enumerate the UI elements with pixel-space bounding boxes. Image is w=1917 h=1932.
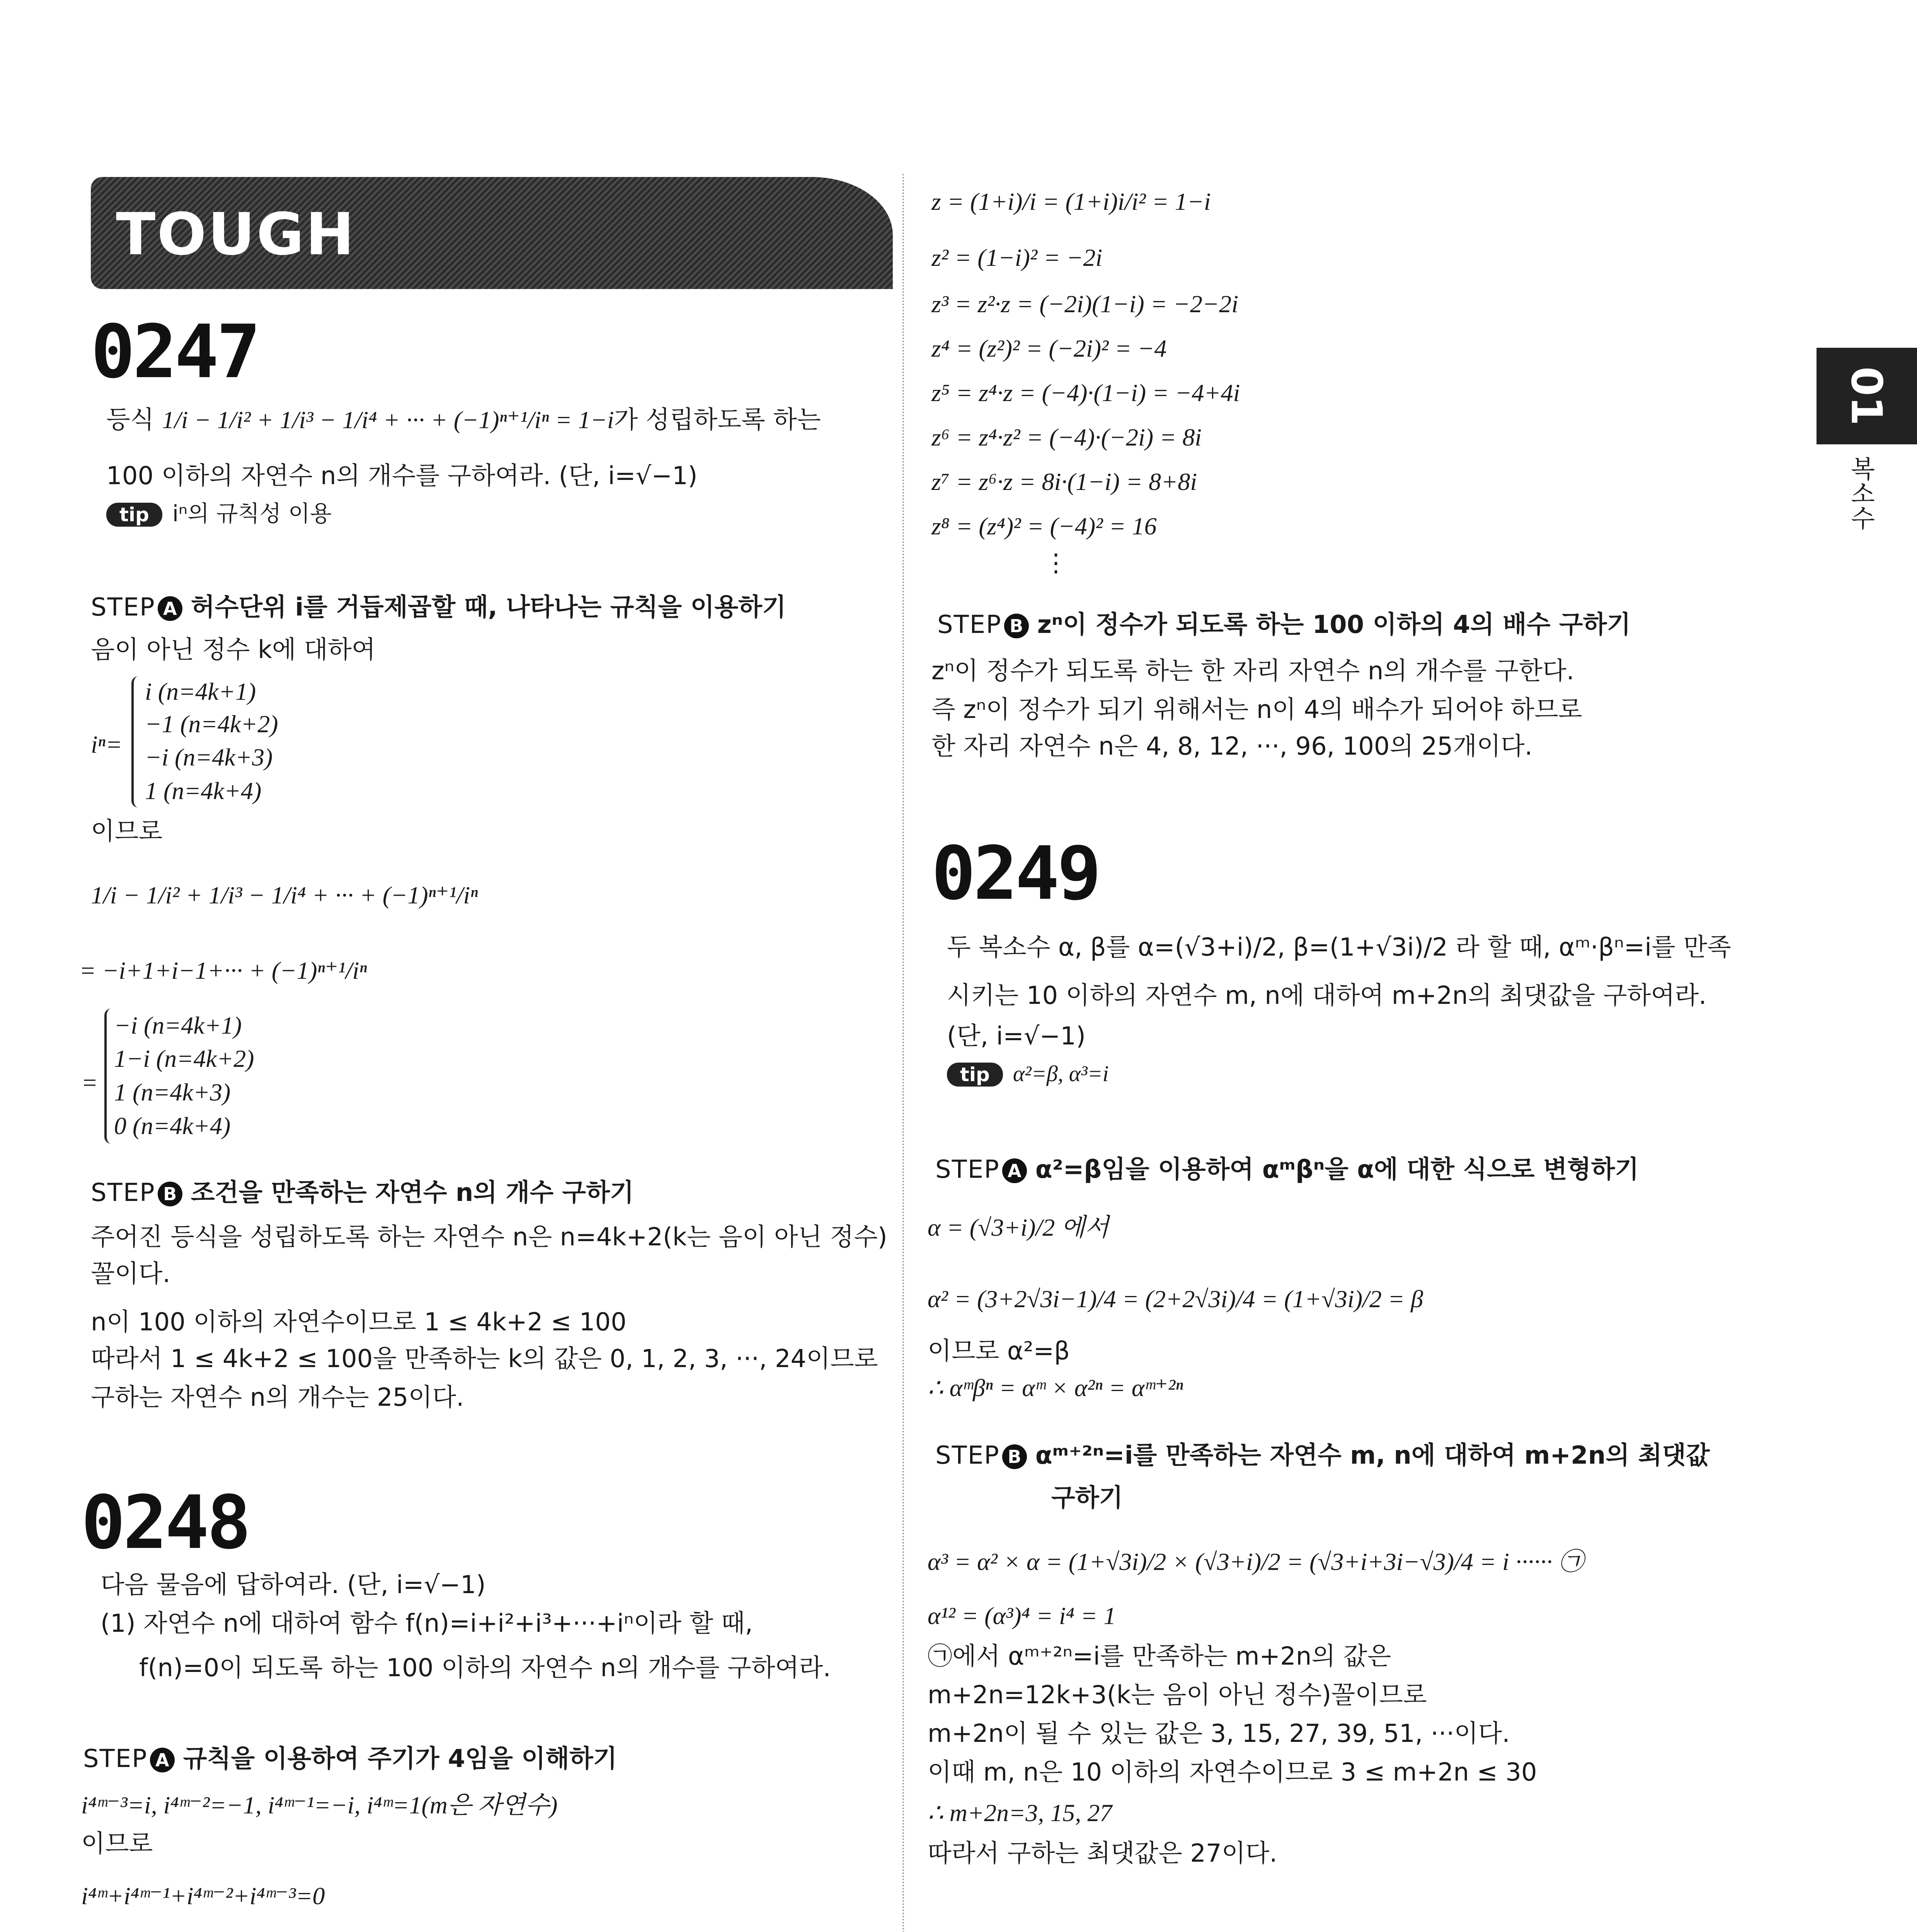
text-line: 즉 zⁿ이 정수가 되기 위해서는 n이 4의 배수가 되어야 하므로 (931, 696, 1582, 724)
step-label: STEP (91, 593, 155, 622)
column-divider (902, 174, 904, 1932)
step-title: 조건을 만족하는 자연수 n의 개수 구하기 (191, 1179, 634, 1207)
step-letter-icon: B (1004, 614, 1029, 638)
case-row: i (n=4k+1) (145, 678, 256, 705)
step-title: α²=β임을 이용하여 αᵐβⁿ을 α에 대한 식으로 변형하기 (1035, 1155, 1639, 1184)
text-line: 따라서 1 ≤ 4k+2 ≤ 100을 만족하는 k의 값은 0, 1, 2, 3, ···, 24이므로 (91, 1345, 878, 1373)
text-line: m+2n=12k+3(k는 음이 아닌 정수)꼴이므로 (928, 1681, 1427, 1709)
problem-0249-statement: 두 복소수 α, β를 α=(√3+i)/2, β=(1+√3i)/2 라 할 때, αᵐ·βⁿ=i를 만족 (947, 933, 1731, 962)
text-line: 이므로 α²=β (928, 1337, 1070, 1366)
step-title: 허수단위 i를 거듭제곱할 때, 나타나는 규칙을 이용하기 (191, 593, 786, 622)
problem-0248-part1: f(n)=0이 되도록 하는 100 이하의 자연수 n의 개수를 구하여라. (139, 1654, 831, 1682)
z-power-line: z⁴ = (z²)² = (−2i)² = −4 (931, 335, 1167, 362)
text-line: 구하는 자연수 n의 개수는 25이다. (91, 1383, 464, 1412)
text-line: ㉠에서 αᵐ⁺²ⁿ=i를 만족하는 m+2n의 값은 (928, 1642, 1391, 1671)
sum-line: = −i+1+i−1+··· + (−1)ⁿ⁺¹/iⁿ (79, 957, 367, 984)
case-row: −i (n=4k+1) (114, 1012, 242, 1039)
text-line: i⁴ᵐ⁻³=i, i⁴ᵐ⁻²=−1, i⁴ᵐ⁻¹=−i, i⁴ᵐ=1(m은 자연수) (81, 1791, 558, 1819)
problem-0247-statement (106, 408, 821, 432)
step-a-0249 (935, 1150, 1639, 1185)
z-power-line: z⁷ = z⁶·z = 8i·(1−i) = 8+8i (931, 468, 1197, 495)
tip-badge: tip (947, 1063, 1003, 1087)
step-letter-icon: B (158, 1182, 182, 1206)
text-line: α = (√3+i)/2 에서 (928, 1214, 1109, 1241)
vertical-ellipsis: ⋮ (1044, 549, 1068, 577)
brace (131, 676, 141, 808)
step-title: 규칙을 이용하여 주기가 4임을 이해하기 (183, 1745, 617, 1773)
step-a-0248 (83, 1739, 617, 1774)
banner-label: TOUGH (116, 201, 356, 268)
sum-line: 1/i − 1/i² + 1/i³ − 1/i⁴ + ··· + (−1)ⁿ⁺¹/iⁿ (91, 881, 478, 909)
step-label: STEP (83, 1745, 148, 1773)
text-line: 따라서 구하는 최댓값은 27이다. (928, 1839, 1277, 1868)
z-power-line: z⁶ = z⁴·z² = (−4)·(−2i) = 8i (931, 423, 1202, 451)
step-title: zⁿ이 정수가 되도록 하는 100 이하의 4의 배수 구하기 (1037, 611, 1631, 639)
problem-0247-statement-line2: 100 이하의 자연수 n의 개수를 구하여라. (단, i=√−1) (106, 462, 698, 490)
tip-text: iⁿ의 규칙성 이용 (172, 500, 332, 527)
step-label: STEP (935, 1155, 1000, 1184)
problem-0249-statement: (단, i=√−1) (947, 1022, 1086, 1051)
step-b-0249 (935, 1435, 1710, 1471)
text-line: i⁴ᵐ+i⁴ᵐ⁻¹+i⁴ᵐ⁻²+i⁴ᵐ⁻³=0 (81, 1882, 325, 1910)
tip-text: α²=β, α³=i (1013, 1061, 1109, 1086)
z-power-line: z⁸ = (z⁴)² = (−4)² = 16 (931, 512, 1157, 540)
case-row: −i (n=4k+3) (145, 743, 273, 771)
case-row: 1 (n=4k+4) (145, 777, 262, 804)
z-power-line: z³ = z²·z = (−2i)(1−i) = −2−2i (931, 290, 1238, 318)
problem-0249-statement: 시키는 10 이하의 자연수 m, n에 대하여 m+2n의 최댓값을 구하여라. (947, 981, 1707, 1010)
statement-prefix: 등식 (106, 406, 154, 434)
case-lhs: iⁿ= (91, 731, 123, 758)
step-a-0247 (91, 587, 786, 623)
step-b-0249-title-cont (1051, 1478, 1123, 1514)
text-line: 이때 m, n은 10 이하의 자연수이므로 3 ≤ m+2n ≤ 30 (928, 1758, 1537, 1787)
step-label: STEP (935, 1441, 1000, 1470)
step-b2-0248 (937, 605, 1631, 640)
text-line: zⁿ이 정수가 되도록 하는 한 자리 자연수 n의 개수를 구한다. (931, 657, 1575, 685)
brace (104, 1009, 114, 1144)
z-power-line: z² = (1−i)² = −2i (931, 244, 1103, 271)
problem-number-0249: 0249 (931, 831, 1099, 916)
chapter-name: 복소수 (1846, 456, 1875, 530)
text-line: ∴ αᵐβⁿ = αᵐ × α²ⁿ = αᵐ⁺²ⁿ (928, 1374, 1183, 1401)
z-power-line: z = (1+i)/i = (1+i)i/i² = 1−i (931, 188, 1211, 215)
case-row: 0 (n=4k+4) (114, 1112, 231, 1139)
tip-badge: tip (106, 503, 162, 527)
statement-suffix: 가 성립하도록 하는 (614, 406, 821, 434)
text-line: 주어진 등식을 성립하도록 하는 자연수 n은 n=4k+2(k는 음이 아닌 정수) (91, 1223, 887, 1252)
text-line: ∴ m+2n=3, 15, 27 (928, 1799, 1112, 1827)
problem-number-0247: 0247 (91, 309, 259, 395)
case-lhs: = (81, 1069, 98, 1096)
case-row: 1 (n=4k+3) (114, 1078, 231, 1106)
step-label: STEP (91, 1179, 155, 1207)
step-letter-icon: A (158, 596, 182, 621)
problem-0248-part1: (1) 자연수 n에 대하여 함수 f(n)=i+i²+i³+···+iⁿ이라 할 때, (100, 1609, 753, 1638)
tip-0247 (106, 502, 332, 527)
z-power-line: z⁵ = z⁴·z = (−4)·(1−i) = −4+4i (931, 379, 1240, 406)
text-line: α³ = α² × α = (1+√3i)/2 × (√3+i)/2 = (√3+i+3i−√3)/4 = i ······ ㉠ (928, 1548, 1583, 1575)
step-title: αᵐ⁺²ⁿ=i를 만족하는 자연수 m, n에 대하여 m+2n의 최댓값 (1035, 1441, 1710, 1470)
statement-equation: 1/i − 1/i² + 1/i³ − 1/i⁴ + ··· + (−1)ⁿ⁺¹/iⁿ = 1−i (162, 406, 614, 434)
text-line: α² = (3+2√3i−1)/4 = (2+2√3i)/4 = (1+√3i)/2 = β (928, 1285, 1423, 1313)
problem-number-0248: 0248 (81, 1480, 249, 1565)
step-label: STEP (937, 611, 1002, 639)
text-line: 이므로 (81, 1830, 153, 1858)
text-line: 꼴이다. (91, 1260, 170, 1288)
text-line: 한 자리 자연수 n은 4, 8, 12, ···, 96, 100의 25개이다. (931, 732, 1533, 761)
step-letter-icon: A (1002, 1158, 1027, 1183)
chapter-tab (1817, 348, 1917, 444)
step-b-0247 (91, 1173, 634, 1208)
text-line: 음이 아닌 정수 k에 대하여 (91, 636, 376, 664)
step-letter-icon: A (150, 1748, 175, 1772)
text-line: α¹² = (α³)⁴ = i⁴ = 1 (928, 1602, 1116, 1629)
text-line: m+2n이 될 수 있는 값은 3, 15, 27, 39, 51, ···이다. (928, 1719, 1510, 1748)
tip-0249 (947, 1063, 1109, 1087)
step-letter-icon: B (1002, 1444, 1027, 1469)
case-row: 1−i (n=4k+2) (114, 1045, 254, 1072)
text-line: n이 100 이하의 자연수이므로 1 ≤ 4k+2 ≤ 100 (91, 1308, 627, 1337)
text-line: 이므로 (91, 817, 163, 846)
step-title: 구하기 (1051, 1484, 1123, 1512)
chapter-number: 01 (1842, 366, 1891, 426)
case-row: −1 (n=4k+2) (145, 710, 278, 738)
problem-0248-statement: 다음 물음에 답하여라. (단, i=√−1) (100, 1571, 486, 1599)
